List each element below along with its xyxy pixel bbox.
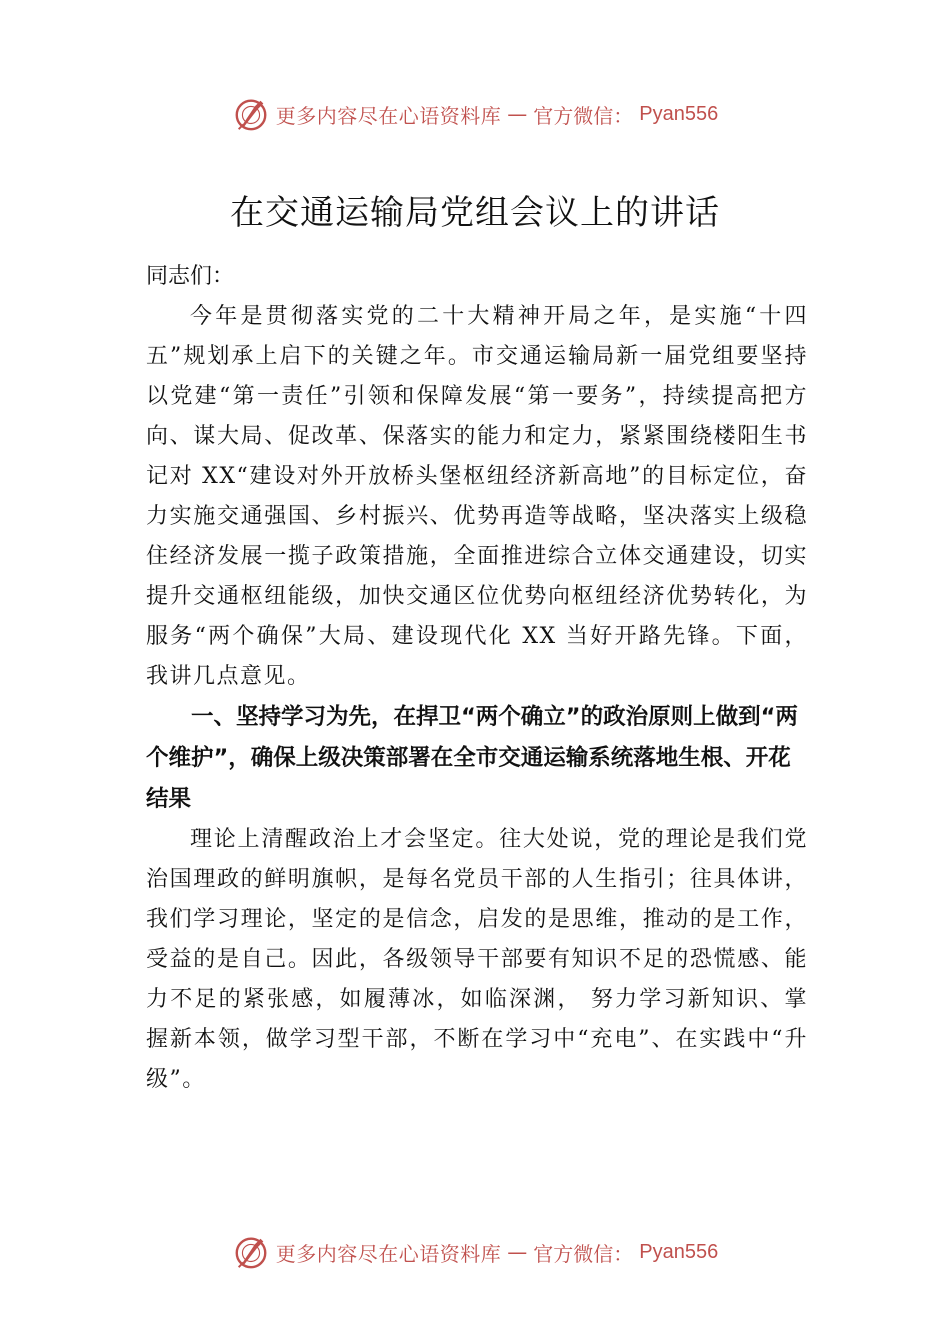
greeting: 同志们： [146,264,235,289]
document-body [146,257,808,1100]
watermark-wechat-label: 官方微信： [533,1241,634,1266]
watermark-wechat-id: Pyan556 [639,1240,719,1263]
watermark-text: 更多内容尽在心语资料库 [275,103,502,128]
paragraph-1: 今年是贯彻落实党的二十大精神开局之年，是实施“十四五”规划承上启下的关键之年。市交通运输局新一届党组要坚持以党建“第一责任”引领和保障发展“第一要务”，持续提高把方向、谋大局、促改革、保落实的能力和定力，紧紧围绕楼阳生书记对 XX“建设对外开放桥头堡枢纽经济新高地”的目标定位，奋力实施交通强国、乡村振兴、优势再造等战略，坚决落实上级稳住经济发展一揽子政策措施，全面推进综合立体交通建设，切实提升交通枢纽能级，加快交通区位优势向枢纽经济优势转化，为服务“两个确保”大局、建设现代化 XX 当好开路先锋。下面，我讲几点意见。 [146,304,808,689]
pen-nib-logo-icon [232,1233,270,1271]
section-heading-1: 一、坚持学习为先，在捍卫“两个确立”的政治原则上做到“两个维护”，确保上级决策部署在全市交通运输系统落地生根、开花结果 [146,704,798,812]
paragraph-2: 理论上清醒政治上才会坚定。往大处说，党的理论是我们党治国理政的鲜明旗帜，是每名党员干部的人生指引；往具体讲，我们学习理论，坚定的是信念，启发的是思维，推动的是工作，受益的是自己。因此，各级领导干部要有知识不足的恐慌感、能力不足的紧张感，如履薄冰，如临深渊， 努力学习新知识、掌握新本领，做学习型干部，不断在学习中“充电”、在实践中“升级”。 [146,827,808,1092]
watermark-dash: — [507,1240,528,1264]
watermark-text: 更多内容尽在心语资料库 [275,1241,502,1266]
footer-watermark [0,1233,950,1271]
watermark-wechat-label: 官方微信： [533,103,634,128]
pen-nib-logo-icon [232,95,270,133]
watermark-dash: — [507,102,528,126]
document-title: 在交通运输局党组会议上的讲话 [230,193,720,233]
header-watermark [0,95,950,133]
watermark-wechat-id: Pyan556 [639,102,719,125]
